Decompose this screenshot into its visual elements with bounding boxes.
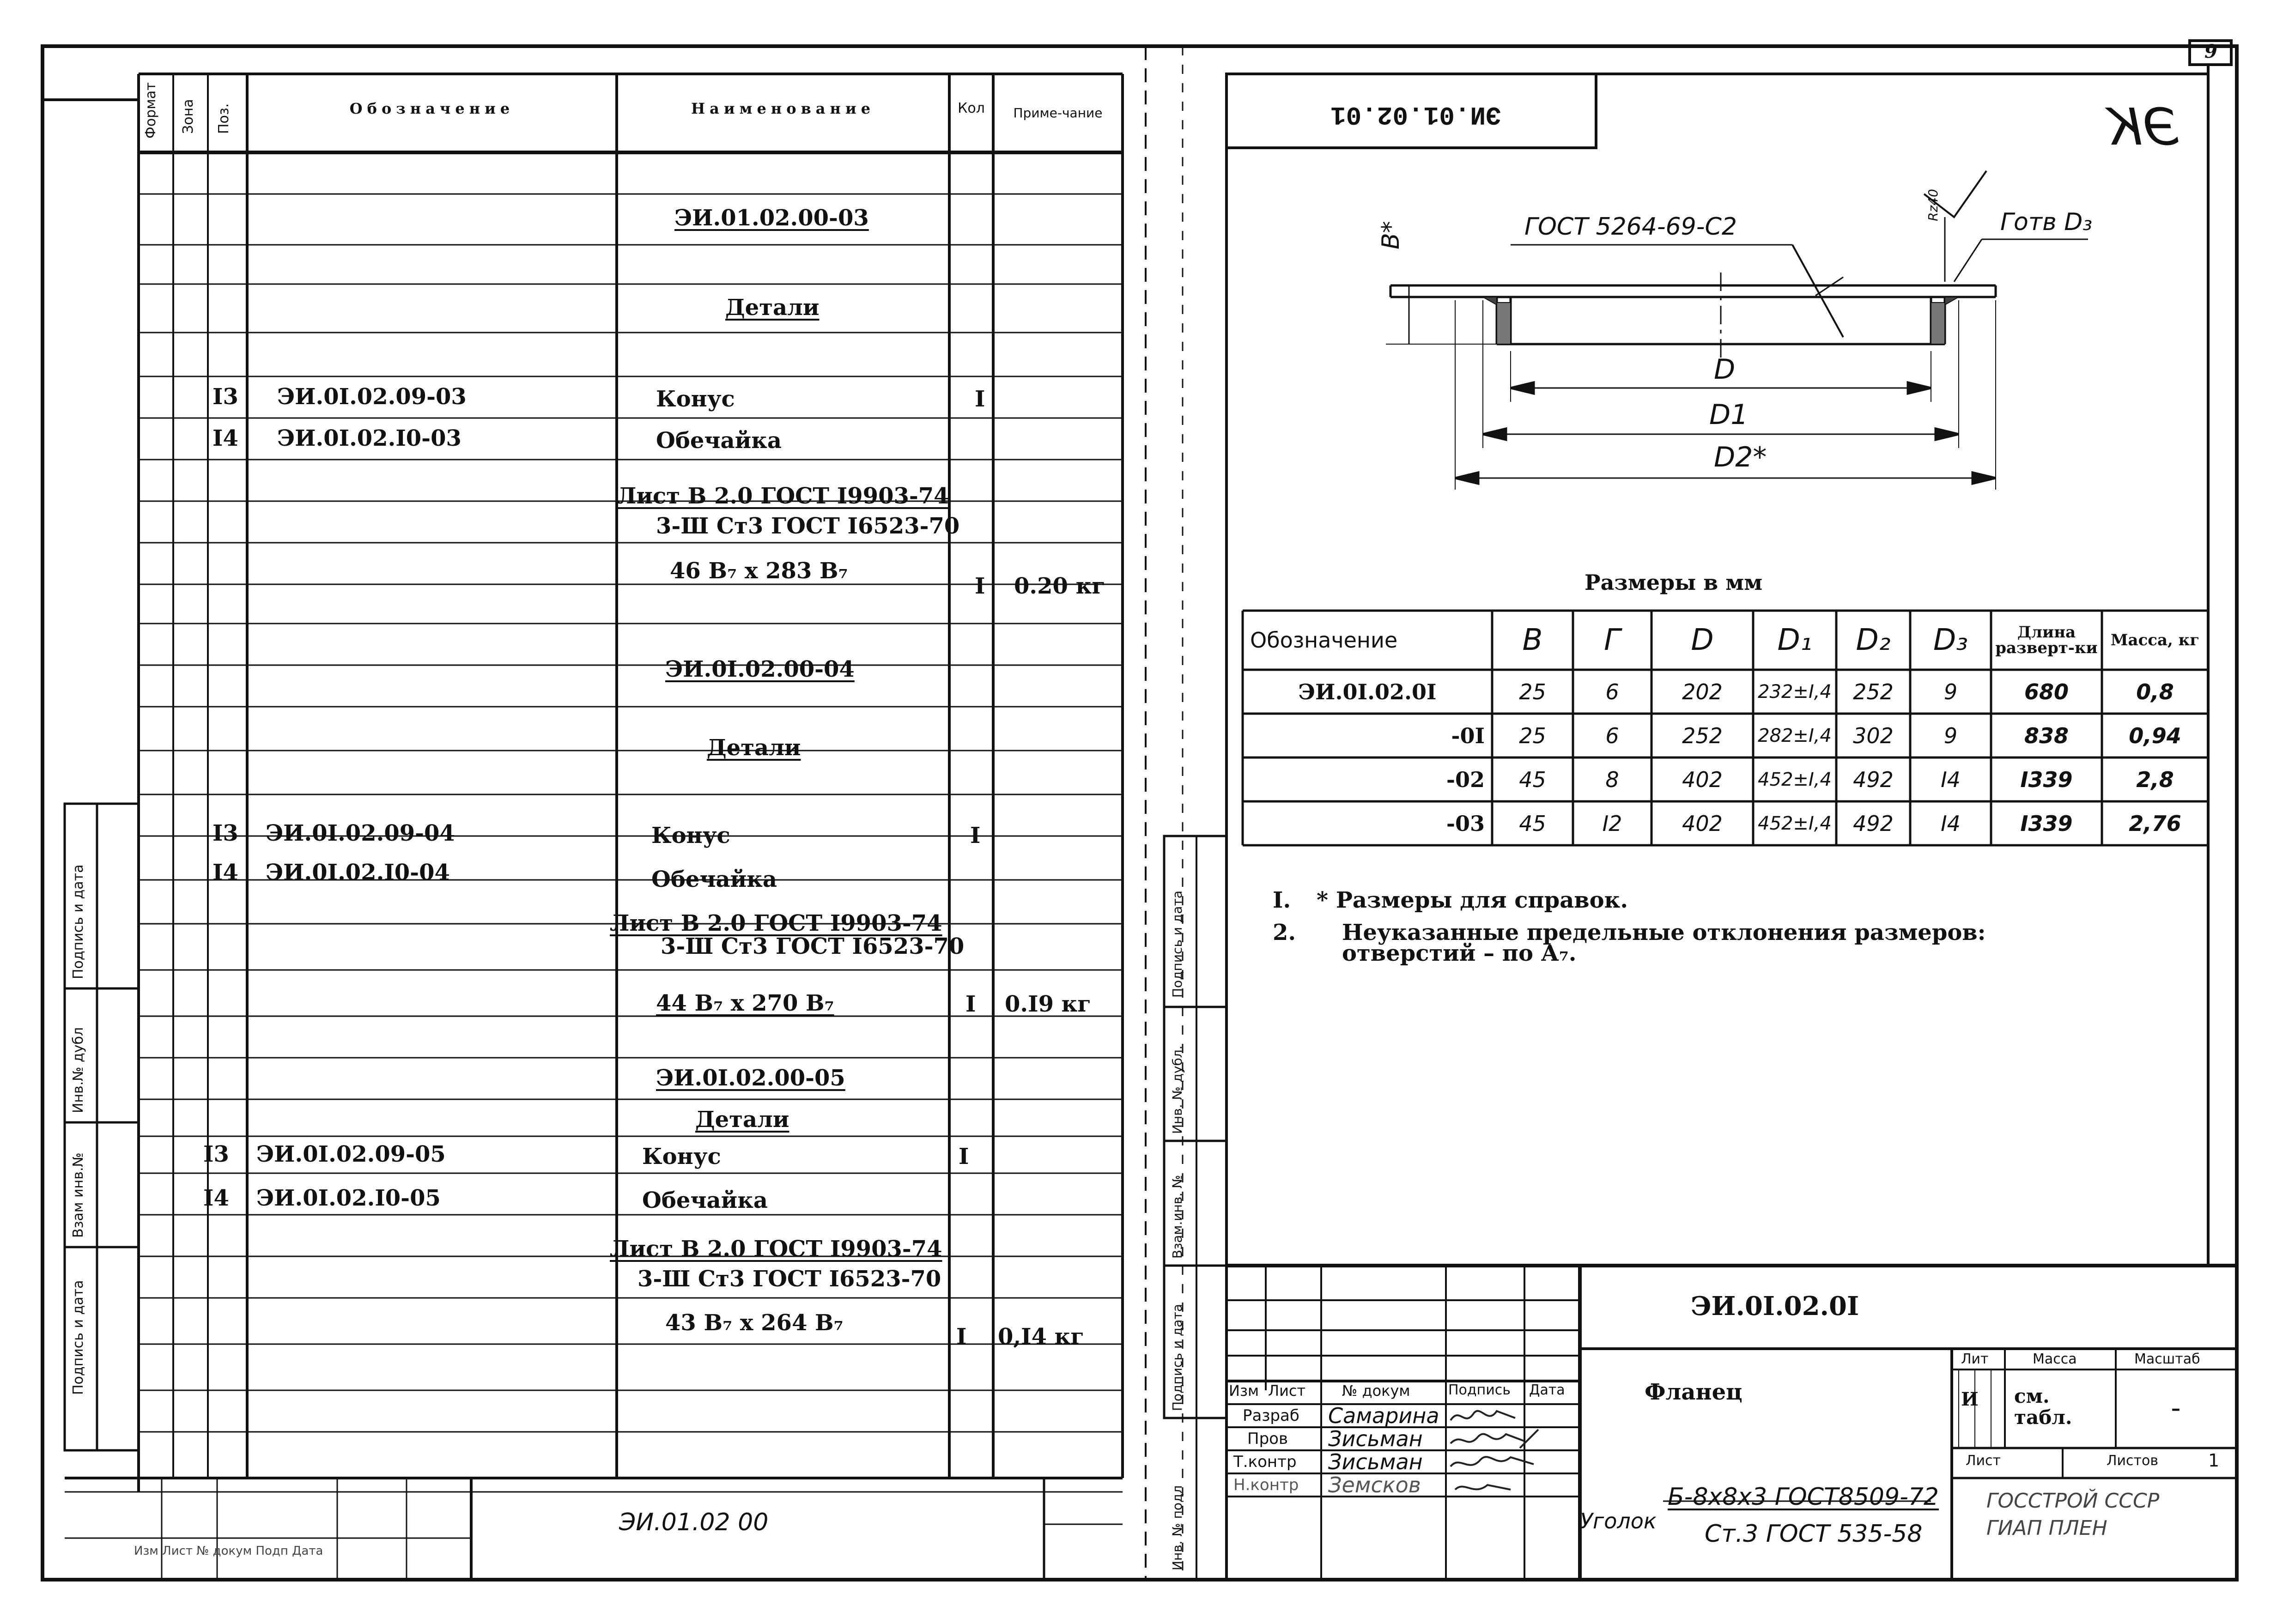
table-cell: 6	[1605, 723, 1619, 748]
row-designation: ЭИ.0I.02.09-05	[256, 1141, 446, 1167]
spec-designation: ЭИ.01.02 00	[619, 1509, 769, 1536]
header-doc: № докум	[1342, 1382, 1410, 1400]
sheets-value: 1	[2208, 1450, 2220, 1471]
row-name: Конус	[656, 386, 735, 412]
table-header-cell: Обозначение	[1250, 628, 1398, 653]
table-cell: I339	[2020, 811, 2073, 836]
section-title: Детали	[725, 295, 820, 321]
header-name: Наименование	[691, 100, 875, 117]
stamp-replace-inv: Взам.инв. №	[1170, 1175, 1185, 1259]
table-header-cell: Г	[1604, 623, 1621, 657]
header-izm: Изм	[1229, 1382, 1259, 1400]
table-header-cell: D₃	[1933, 623, 1968, 657]
row-designation: ЭИ.0I.02.09-04	[266, 820, 455, 846]
weld-note: ГОСТ 5264-69-С2	[1524, 213, 1737, 241]
table-cell: 9	[1943, 679, 1958, 704]
size-qty: I	[975, 573, 985, 599]
material-line: 3-Ш Ст3 ГОСТ I6523-70	[661, 933, 965, 959]
table-cell: 45	[1519, 811, 1546, 836]
size-qty: I	[956, 1324, 967, 1350]
role-label: Пров	[1247, 1430, 1288, 1448]
row-pos: I3	[212, 820, 238, 846]
header-designation: Обозначение	[349, 100, 515, 117]
header-qty: Кол	[958, 100, 985, 116]
mass-note: 0.I9 кг	[1005, 991, 1091, 1017]
header-pos: Поз.	[216, 103, 232, 134]
blank-size: 46 В₇ x 283 В₇	[670, 558, 848, 584]
table-cell: 45	[1519, 767, 1546, 792]
stamp-dup-inv: Инв.№ дубл	[70, 1027, 86, 1113]
stamp-sign-date: Подпись и дата	[1170, 1304, 1185, 1411]
signatures	[1446, 1404, 1580, 1501]
table-cell: 680	[2024, 679, 2069, 704]
table-cell: 25	[1519, 679, 1546, 704]
stamp-sign-date: Подпись и дата	[70, 1280, 86, 1395]
table-cell: 492	[1853, 767, 1894, 792]
note-number: I.	[1273, 887, 1291, 913]
row-name: Обечайка	[651, 867, 777, 892]
mass-note: 0,I4 кг	[998, 1324, 1084, 1350]
size-qty: I	[965, 991, 976, 1017]
material-line: 3-Ш Ст3 ГОСТ I6523-70	[656, 513, 960, 539]
stamp-sign-date: Подпись и дата	[70, 864, 86, 979]
blank-size: 43 В₇ x 264 В₇	[665, 1310, 844, 1336]
dim-b: B*	[1377, 221, 1405, 249]
row-pos: I3	[212, 384, 238, 410]
row-qty: I	[970, 823, 981, 848]
table-cell: 25	[1519, 723, 1546, 748]
note-number: 2.	[1273, 920, 1296, 945]
role-label: Т.контр	[1233, 1453, 1297, 1471]
stamp-dup-inv: Инв. № дубл.	[1170, 1045, 1185, 1134]
role-name: Земсков	[1328, 1473, 1421, 1497]
rotated-designation: ЭИ.01.02.01	[1330, 100, 1501, 129]
table-cell: 6	[1605, 679, 1619, 704]
table-cell: 838	[2024, 723, 2069, 748]
table-cell: 0,94	[2129, 723, 2181, 748]
table-cell: 252	[1682, 723, 1723, 748]
role-name: Зисьман	[1328, 1426, 1423, 1451]
row-designation-cell: ЭИ.0I.02.0I	[1298, 679, 1437, 704]
dim-d1: D1	[1709, 399, 1749, 431]
dim-d: D	[1714, 353, 1736, 386]
table-cell: 402	[1682, 811, 1723, 836]
blank-size: 44 В₇ x 270 В₇	[656, 990, 834, 1016]
page-number: 9	[2204, 41, 2217, 62]
table-cell: 8	[1605, 767, 1619, 792]
role-label: Н.контр	[1233, 1476, 1299, 1494]
table-cell: 452±I,4	[1758, 769, 1832, 790]
table-cell: 9	[1943, 723, 1958, 748]
table-caption: Размеры в мм	[1585, 570, 1763, 595]
mass-label: Масса	[2033, 1351, 2077, 1367]
header-date: Дата	[1529, 1382, 1565, 1398]
table-cell: 202	[1682, 679, 1723, 704]
material-line: Ст.3 ГОСТ 535-58	[1705, 1520, 1923, 1548]
row-qty: I	[959, 1144, 969, 1170]
mass-note: 0.20 кг	[1014, 573, 1105, 599]
group-title: ЭИ.01.02.00-03	[674, 205, 869, 231]
material-line: Б-8x8x3 ГОСТ8509-72	[1668, 1483, 1939, 1511]
section-title: Детали	[707, 735, 801, 761]
stamp-replace-inv: Взам инв.№	[70, 1152, 86, 1238]
part-name: Фланец	[1645, 1379, 1742, 1405]
role-label: Разраб	[1243, 1406, 1299, 1425]
surface-mark: Rz40	[1925, 189, 1941, 221]
sheet-label: Лист	[1966, 1453, 2001, 1469]
table-header-cell: D₁	[1777, 623, 1812, 657]
row-name: Обечайка	[656, 428, 782, 454]
table-cell: I339	[2020, 767, 2073, 792]
hole-note: Готв D₃	[2000, 208, 2093, 236]
row-designation: ЭИ.0I.02.09-03	[277, 384, 467, 410]
drawing-designation: ЭИ.0I.02.0I	[1691, 1291, 1859, 1321]
header-sign: Подпись	[1448, 1382, 1511, 1398]
table-cell: 452±I,4	[1758, 812, 1832, 834]
table-cell: I2	[1602, 811, 1622, 836]
header-list: Лист	[1268, 1382, 1306, 1400]
note-text: * Размеры для справок.	[1317, 887, 1628, 913]
organization: ГОССТРОЙ СССР ГИАП ПЛЕН	[1986, 1489, 2160, 1540]
material-prefix: Уголок	[1580, 1509, 1657, 1533]
table-cell: 2,76	[2129, 811, 2181, 836]
table-cell: 252	[1853, 679, 1894, 704]
row-designation: ЭИ.0I.02.I0-05	[256, 1185, 441, 1211]
header-zone: Зона	[180, 99, 196, 134]
table-header-cell: Масса, кг	[2110, 631, 2200, 649]
row-name: Конус	[651, 823, 730, 848]
row-name: Обечайка	[642, 1188, 768, 1213]
row-designation: ЭИ.0I.02.I0-04	[266, 860, 450, 885]
row-qty: I	[975, 386, 985, 412]
group-title: ЭИ.0I.02.00-05	[656, 1065, 845, 1091]
sheets-label: Листов	[2107, 1453, 2159, 1469]
table-cell: 0,8	[2136, 679, 2174, 704]
row-name: Конус	[642, 1144, 721, 1170]
mass-value: см. табл.	[2014, 1385, 2072, 1429]
table-cell: 492	[1853, 811, 1894, 836]
row-pos: I4	[212, 425, 238, 451]
scale-value: –	[2171, 1398, 2180, 1419]
material-line: Лист В 2.0 ГОСТ I9903-74	[610, 910, 942, 936]
row-designation: ЭИ.0I.02.I0-03	[277, 425, 461, 451]
scale-label: Масштаб	[2134, 1351, 2200, 1367]
table-header-cell: B	[1522, 623, 1543, 657]
lit-label: Лит	[1961, 1351, 1989, 1367]
note-text: Неуказанные предельные отклонения размеров:	[1342, 920, 1986, 945]
role-name: Самарина	[1328, 1403, 1439, 1428]
table-cell: I4	[1941, 811, 1961, 836]
section-title: Детали	[695, 1107, 789, 1133]
stamp-sign-date: Подпись и дата	[1170, 891, 1185, 998]
table-header-cell: Длина разверт-ки	[1995, 623, 2098, 657]
table-cell: 402	[1682, 767, 1723, 792]
row-pos: I3	[203, 1141, 229, 1167]
row-designation-cell: -02	[1446, 767, 1485, 792]
group-title: ЭИ.0I.02.00-04	[665, 656, 855, 682]
table-header-cell: D₂	[1856, 623, 1891, 657]
table-cell: 282±I,4	[1758, 725, 1832, 746]
material-line: Лист В 2.0 ГОСТ I9903-74	[617, 483, 949, 509]
role-name: Зисьман	[1328, 1449, 1423, 1474]
table-header-cell: D	[1691, 623, 1714, 657]
stamp-orig-inv: Инв. № подл	[1170, 1485, 1185, 1570]
header-note: Приме-чание	[1013, 105, 1103, 121]
material-line: 3-Ш Ст3 ГОСТ I6523-70	[638, 1266, 941, 1292]
corner-mark: ЭК	[2107, 97, 2178, 157]
table-cell: I4	[1941, 767, 1961, 792]
row-designation-cell: -03	[1446, 811, 1485, 836]
row-pos: I4	[212, 860, 238, 885]
material-line: Лист В 2.0 ГОСТ I9903-74	[610, 1236, 942, 1262]
row-designation-cell: -0I	[1451, 723, 1485, 748]
lit-value: И	[1961, 1388, 1979, 1410]
title-block-labels: Изм Лист № докум Подп Дата	[134, 1544, 323, 1558]
table-cell: 2,8	[2136, 767, 2174, 792]
dim-d2: D2*	[1714, 441, 1767, 473]
table-cell: 232±I,4	[1758, 681, 1832, 703]
note-text: отверстий – по А₇.	[1342, 940, 1577, 966]
table-cell: 302	[1853, 723, 1894, 748]
header-format: Формат	[143, 82, 159, 139]
row-pos: I4	[203, 1185, 229, 1211]
